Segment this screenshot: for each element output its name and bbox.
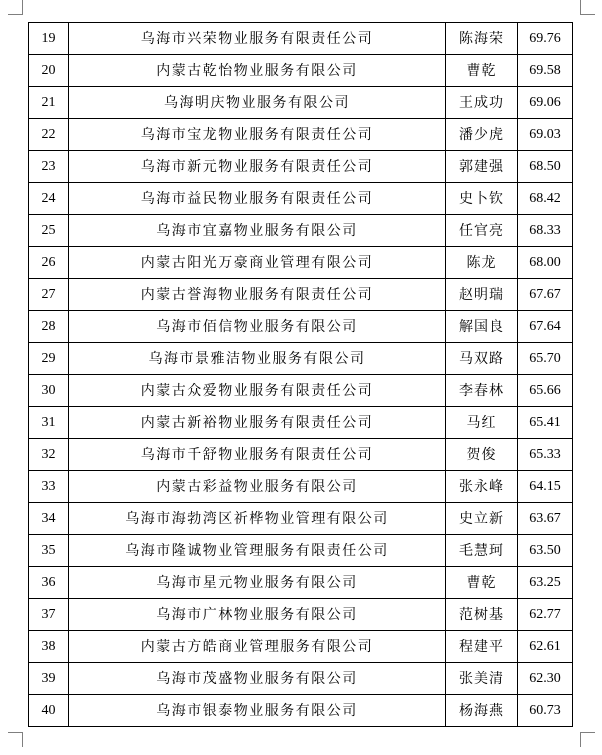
table-row xyxy=(29,631,573,663)
company-name: 内蒙古誉海物业服务有限责任公司 xyxy=(69,279,446,311)
score-value: 60.73 xyxy=(518,695,573,727)
table-row xyxy=(29,311,573,343)
company-name: 乌海市佰信物业服务有限公司 xyxy=(69,311,446,343)
contact-person: 程建平 xyxy=(446,631,518,663)
score-value: 68.33 xyxy=(518,215,573,247)
rank-number: 28 xyxy=(29,311,69,343)
score-value: 63.50 xyxy=(518,535,573,567)
contact-person: 张美清 xyxy=(446,663,518,695)
rank-number: 34 xyxy=(29,503,69,535)
contact-person: 马红 xyxy=(446,407,518,439)
company-name: 内蒙古新裕物业服务有限责任公司 xyxy=(69,407,446,439)
score-value: 69.03 xyxy=(518,119,573,151)
table-row xyxy=(29,695,573,727)
table-row xyxy=(29,439,573,471)
contact-person: 赵明瑞 xyxy=(446,279,518,311)
score-value: 68.42 xyxy=(518,183,573,215)
score-value: 64.15 xyxy=(518,471,573,503)
company-ranking-table xyxy=(28,22,573,727)
score-value: 63.67 xyxy=(518,503,573,535)
score-value: 69.06 xyxy=(518,87,573,119)
contact-person: 王成功 xyxy=(446,87,518,119)
company-name: 乌海市茂盛物业服务有限公司 xyxy=(69,663,446,695)
company-name: 乌海市宝龙物业服务有限责任公司 xyxy=(69,119,446,151)
company-name: 乌海市海勃湾区祈桦物业管理有限公司 xyxy=(69,503,446,535)
table-row xyxy=(29,663,573,695)
table-row xyxy=(29,23,573,55)
company-name: 乌海市星元物业服务有限公司 xyxy=(69,567,446,599)
company-name: 乌海明庆物业服务有限公司 xyxy=(69,87,446,119)
score-value: 65.66 xyxy=(518,375,573,407)
table-row xyxy=(29,55,573,87)
rank-number: 36 xyxy=(29,567,69,599)
company-name: 内蒙古阳光万豪商业管理有限公司 xyxy=(69,247,446,279)
rank-number: 31 xyxy=(29,407,69,439)
score-value: 67.64 xyxy=(518,311,573,343)
rank-number: 32 xyxy=(29,439,69,471)
contact-person: 解国良 xyxy=(446,311,518,343)
company-name: 内蒙古众爱物业服务有限责任公司 xyxy=(69,375,446,407)
contact-person: 任官亮 xyxy=(446,215,518,247)
rank-number: 22 xyxy=(29,119,69,151)
score-value: 67.67 xyxy=(518,279,573,311)
ranking-table-body xyxy=(29,23,573,727)
page-corner-mark-bottom-left xyxy=(8,732,23,747)
score-value: 68.50 xyxy=(518,151,573,183)
rank-number: 25 xyxy=(29,215,69,247)
rank-number: 19 xyxy=(29,23,69,55)
company-name: 乌海市景雅洁物业服务有限公司 xyxy=(69,343,446,375)
contact-person: 郭建强 xyxy=(446,151,518,183)
table-row xyxy=(29,535,573,567)
score-value: 65.70 xyxy=(518,343,573,375)
page-corner-mark-bottom-right xyxy=(580,732,595,747)
table-row xyxy=(29,151,573,183)
contact-person: 陈龙 xyxy=(446,247,518,279)
rank-number: 39 xyxy=(29,663,69,695)
contact-person: 陈海荣 xyxy=(446,23,518,55)
rank-number: 27 xyxy=(29,279,69,311)
rank-number: 20 xyxy=(29,55,69,87)
table-row xyxy=(29,183,573,215)
score-value: 62.61 xyxy=(518,631,573,663)
contact-person: 史卜钦 xyxy=(446,183,518,215)
table-row xyxy=(29,215,573,247)
contact-person: 史立新 xyxy=(446,503,518,535)
rank-number: 29 xyxy=(29,343,69,375)
company-name: 乌海市银泰物业服务有限公司 xyxy=(69,695,446,727)
rank-number: 26 xyxy=(29,247,69,279)
table-row xyxy=(29,279,573,311)
contact-person: 曹乾 xyxy=(446,567,518,599)
table-row xyxy=(29,471,573,503)
company-name: 乌海市隆诚物业管理服务有限责任公司 xyxy=(69,535,446,567)
table-row xyxy=(29,247,573,279)
score-value: 69.76 xyxy=(518,23,573,55)
company-name: 乌海市千舒物业服务有限责任公司 xyxy=(69,439,446,471)
score-value: 65.41 xyxy=(518,407,573,439)
company-name: 乌海市宜嘉物业服务有限公司 xyxy=(69,215,446,247)
table-row xyxy=(29,503,573,535)
score-value: 65.33 xyxy=(518,439,573,471)
table-row xyxy=(29,567,573,599)
page-corner-mark-top-left xyxy=(8,0,23,15)
company-name: 乌海市兴荣物业服务有限责任公司 xyxy=(69,23,446,55)
rank-number: 23 xyxy=(29,151,69,183)
company-name: 内蒙古乾怡物业服务有限公司 xyxy=(69,55,446,87)
score-value: 62.30 xyxy=(518,663,573,695)
score-value: 69.58 xyxy=(518,55,573,87)
contact-person: 毛慧珂 xyxy=(446,535,518,567)
rank-number: 30 xyxy=(29,375,69,407)
page-corner-mark-top-right xyxy=(580,0,595,15)
score-value: 63.25 xyxy=(518,567,573,599)
score-value: 62.77 xyxy=(518,599,573,631)
rank-number: 40 xyxy=(29,695,69,727)
contact-person: 范树基 xyxy=(446,599,518,631)
rank-number: 24 xyxy=(29,183,69,215)
contact-person: 马双路 xyxy=(446,343,518,375)
rank-number: 38 xyxy=(29,631,69,663)
company-name: 内蒙古方皓商业管理服务有限公司 xyxy=(69,631,446,663)
company-name: 乌海市益民物业服务有限责任公司 xyxy=(69,183,446,215)
rank-number: 33 xyxy=(29,471,69,503)
rank-number: 37 xyxy=(29,599,69,631)
score-value: 68.00 xyxy=(518,247,573,279)
company-name: 内蒙古彩益物业服务有限公司 xyxy=(69,471,446,503)
table-row xyxy=(29,343,573,375)
contact-person: 张永峰 xyxy=(446,471,518,503)
table-row xyxy=(29,599,573,631)
rank-number: 35 xyxy=(29,535,69,567)
company-name: 乌海市新元物业服务有限责任公司 xyxy=(69,151,446,183)
contact-person: 潘少虎 xyxy=(446,119,518,151)
contact-person: 贺俊 xyxy=(446,439,518,471)
company-name: 乌海市广林物业服务有限公司 xyxy=(69,599,446,631)
contact-person: 曹乾 xyxy=(446,55,518,87)
rank-number: 21 xyxy=(29,87,69,119)
table-row xyxy=(29,407,573,439)
contact-person: 李春林 xyxy=(446,375,518,407)
table-row xyxy=(29,119,573,151)
contact-person: 杨海燕 xyxy=(446,695,518,727)
table-row xyxy=(29,87,573,119)
table-row xyxy=(29,375,573,407)
